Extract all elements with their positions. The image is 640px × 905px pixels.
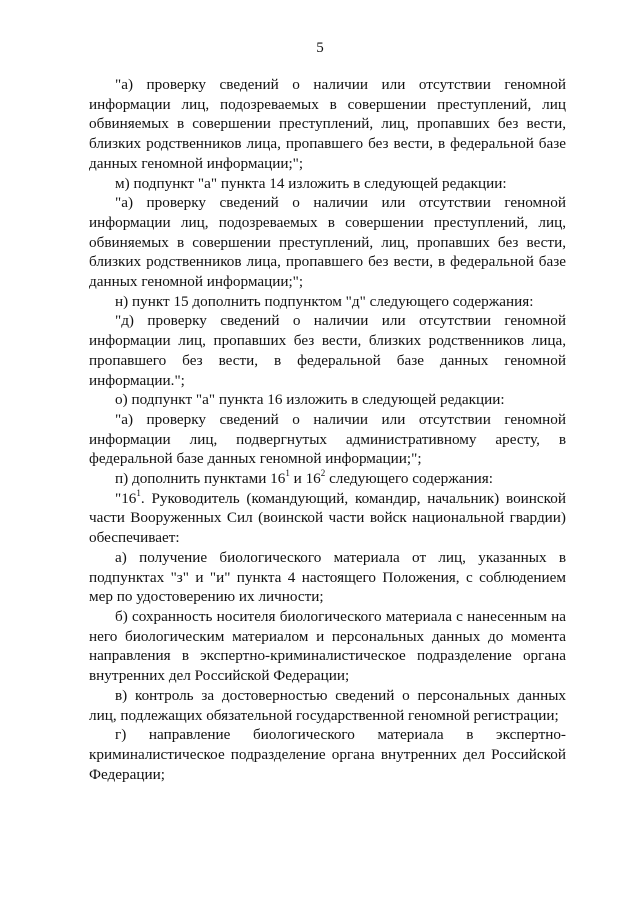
paragraph-item-a: а) получение биологического материала от лиц, указанных в подпунктах "з" и "и" пункта 4 настоящего Положения, с соблюдением мер по удостоверению их личности; (89, 548, 566, 606)
paragraph-item-b: б) сохранность носителя биологического материала с нанесенным на него биологическим материалом и персональных данных до момента направления в экспертно-криминалистическое подразделение органа внутренних дел Российской Федерации; (89, 607, 566, 685)
paragraph-quoted-a-1: "а) проверку сведений о наличии или отсутствии геномной информации лиц, подозреваемых в совершении преступлений, лиц обвиняемых в совершении преступлений, лиц, пропавших без вести, близких родственников лица, пропавшего без вести, в федеральной базе данных геномной информации;"; (89, 76, 566, 172)
paragraph-16-1-text-a: "16 (115, 489, 137, 507)
paragraph-p (89, 469, 566, 489)
paragraph-16-1 (89, 489, 566, 548)
page-number: 5 (316, 40, 324, 56)
paragraph-quoted-a-2: "а) проверку сведений о наличии или отсутствии геномной информации лиц, подозреваемых в совершении преступлений, лиц, обвиняемых в совершении преступлений, лиц, пропавших без вести, близких родственников лица, пропавшего без вести, в федеральной базе данных геномной информации;"; (89, 194, 566, 291)
paragraph-16-1-text-b: . Руководитель (командующий, командир, начальник) воинской части Вооруженных Сил (воинской части войск национальной гвардии) обеспечивает: (89, 489, 566, 547)
paragraph-quoted-d: "д) проверку сведений о наличии или отсутствии геномной информации лиц, пропавших без вести, близких родственников лица, пропавшего без вести, в федеральной базе данных геномной информации."; (89, 312, 566, 389)
paragraph-item-v: в) контроль за достоверностью сведений о персональных данных лиц, подлежащих обязательной государственной геномной регистрации; (89, 686, 566, 724)
paragraph-p-text-c: следующего содержания: (325, 470, 493, 488)
paragraph-item-g: г) направление биологического материала в экспертно-криминалистическое подразделение органа внутренних дел Российской Федерации; (89, 726, 566, 783)
paragraph-o: о) подпункт "а" пункта 16 изложить в следующей редакции: (115, 391, 505, 409)
superscript-1: 1 (285, 468, 290, 478)
paragraph-quoted-a-3: "а) проверку сведений о наличии или отсутствии геномной информации лиц, подвергнутых административному аресту, в федеральной базе данных геномной информации;"; (89, 410, 566, 468)
paragraph-m: м) подпункт "а" пункта 14 изложить в следующей редакции: (115, 174, 507, 192)
superscript-16-1: 1 (136, 487, 141, 498)
superscript-2: 2 (320, 468, 326, 478)
document-body (89, 75, 566, 784)
paragraph-p-text-b: и 16 (289, 470, 321, 488)
paragraph-p-text-a: п) дополнить пунктами 16 (115, 470, 286, 488)
paragraph-n: н) пункт 15 дополнить подпунктом "д" следующего содержания: (115, 292, 534, 310)
